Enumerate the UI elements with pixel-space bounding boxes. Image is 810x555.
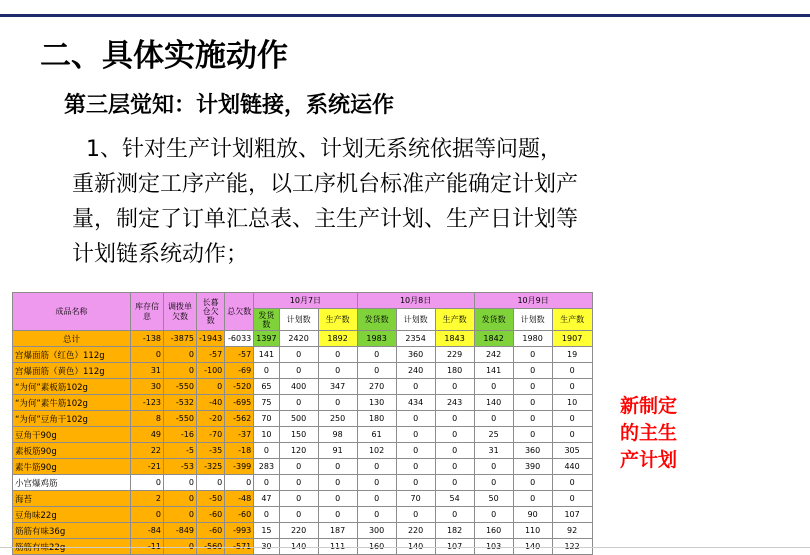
table-row — [13, 443, 593, 459]
value-cell: 0 — [552, 427, 592, 443]
value-cell: -60 — [197, 507, 225, 523]
value-cell: 0 — [552, 411, 592, 427]
value-cell: 90 — [513, 507, 552, 523]
value-cell: -57 — [197, 347, 225, 363]
header-date-3: 10月9日 — [474, 293, 592, 309]
value-cell: 0 — [552, 475, 592, 491]
value-cell: 0 — [474, 379, 513, 395]
value-cell: 347 — [318, 379, 357, 395]
value-cell: 0 — [435, 507, 474, 523]
value-cell: -70 — [197, 427, 225, 443]
body-paragraph — [72, 132, 712, 272]
value-cell: 0 — [396, 475, 435, 491]
value-cell: 0 — [396, 427, 435, 443]
value-cell: 0 — [318, 363, 357, 379]
value-cell: 0 — [513, 491, 552, 507]
value-cell: 360 — [513, 443, 552, 459]
value-cell: 0 — [552, 379, 592, 395]
value-cell: -3875 — [164, 331, 197, 347]
value-cell: -325 — [197, 459, 225, 475]
value-cell: 0 — [435, 459, 474, 475]
value-cell: 0 — [131, 475, 164, 491]
value-cell: 180 — [357, 411, 396, 427]
value-cell: 1397 — [254, 331, 279, 347]
value-cell: 0 — [279, 507, 318, 523]
value-cell: -1943 — [197, 331, 225, 347]
value-cell: 0 — [552, 491, 592, 507]
value-cell: 0 — [279, 475, 318, 491]
value-cell: 0 — [513, 363, 552, 379]
value-cell: 1980 — [513, 331, 552, 347]
value-cell: 140 — [474, 395, 513, 411]
value-cell: -550 — [164, 411, 197, 427]
value-cell: 242 — [474, 347, 513, 363]
header-date-1: 10月7日 — [254, 293, 357, 309]
value-cell: 0 — [513, 379, 552, 395]
value-cell: 91 — [318, 443, 357, 459]
value-cell: 0 — [435, 475, 474, 491]
value-cell: -520 — [225, 379, 254, 395]
value-cell: 0 — [396, 443, 435, 459]
callout-line: 产计划 — [620, 449, 678, 471]
value-cell: 25 — [474, 427, 513, 443]
value-cell: 160 — [474, 523, 513, 539]
value-cell: -6033 — [225, 331, 254, 347]
value-cell: 0 — [396, 459, 435, 475]
value-cell: 0 — [279, 363, 318, 379]
header-plan: 计划数 — [279, 309, 318, 331]
value-cell: 0 — [164, 507, 197, 523]
value-cell: 0 — [435, 443, 474, 459]
header-plan: 计划数 — [396, 309, 435, 331]
product-name-cell: “为何”素板筋102g — [13, 379, 131, 395]
value-cell: 2420 — [279, 331, 318, 347]
value-cell: 300 — [357, 523, 396, 539]
value-cell: 70 — [396, 491, 435, 507]
value-cell: 130 — [357, 395, 396, 411]
para-line: 重新测定工序产能，以工序机台标准产能确定计划产 — [72, 172, 579, 197]
value-cell: 0 — [513, 411, 552, 427]
product-name-cell: 宫爆面筋（黄色）112g — [13, 363, 131, 379]
slide-title: 二、具体实施动作 — [40, 38, 288, 74]
value-cell: 10 — [254, 427, 279, 443]
product-name-cell: 总计 — [13, 331, 131, 347]
para-line: 量，制定了订单汇总表、主生产计划、生产日计划等 — [72, 207, 579, 232]
value-cell: -21 — [131, 459, 164, 475]
value-cell: 0 — [131, 347, 164, 363]
value-cell: 0 — [318, 475, 357, 491]
table-row — [13, 459, 593, 475]
value-cell: 0 — [197, 475, 225, 491]
value-cell: -60 — [197, 523, 225, 539]
value-cell: 0 — [318, 395, 357, 411]
value-cell: 110 — [513, 523, 552, 539]
value-cell: 0 — [474, 475, 513, 491]
value-cell: 10 — [552, 395, 592, 411]
value-cell: 120 — [279, 443, 318, 459]
value-cell: 1907 — [552, 331, 592, 347]
value-cell: 65 — [254, 379, 279, 395]
top-rule — [0, 14, 810, 17]
value-cell: -16 — [164, 427, 197, 443]
bottom-rule — [0, 547, 810, 548]
value-cell: 31 — [131, 363, 164, 379]
table-row — [13, 507, 593, 523]
callout-line: 新制定 — [620, 395, 678, 417]
value-cell: -695 — [225, 395, 254, 411]
value-cell: 0 — [513, 427, 552, 443]
value-cell: 15 — [254, 523, 279, 539]
value-cell: 31 — [474, 443, 513, 459]
product-name-cell: 豆角味22g — [13, 507, 131, 523]
value-cell: 0 — [357, 475, 396, 491]
production-plan-table — [12, 292, 593, 555]
value-cell: 500 — [279, 411, 318, 427]
value-cell: 0 — [254, 507, 279, 523]
value-cell: 0 — [279, 347, 318, 363]
value-cell: 1892 — [318, 331, 357, 347]
product-name-cell: “为何”豆角干102g — [13, 411, 131, 427]
header-name: 成品名称 — [13, 293, 131, 331]
header-date-2: 10月8日 — [357, 293, 474, 309]
total-row — [13, 331, 593, 347]
table-row — [13, 347, 593, 363]
product-name-cell: 宫爆面筋（红色）112g — [13, 347, 131, 363]
value-cell: 0 — [435, 427, 474, 443]
value-cell: 54 — [435, 491, 474, 507]
value-cell: 0 — [435, 411, 474, 427]
header-plan: 计划数 — [513, 309, 552, 331]
value-cell: 0 — [254, 475, 279, 491]
value-cell: -35 — [197, 443, 225, 459]
value-cell: 283 — [254, 459, 279, 475]
value-cell: -40 — [197, 395, 225, 411]
callout-note — [620, 393, 677, 474]
value-cell: -53 — [164, 459, 197, 475]
header-total-owe: 总欠数 — [225, 293, 254, 331]
value-cell: -993 — [225, 523, 254, 539]
value-cell: 0 — [357, 491, 396, 507]
product-name-cell: 小宫爆鸡筋 — [13, 475, 131, 491]
value-cell: -562 — [225, 411, 254, 427]
table-row — [13, 411, 593, 427]
value-cell: -20 — [197, 411, 225, 427]
value-cell: 102 — [357, 443, 396, 459]
value-cell: 0 — [254, 363, 279, 379]
value-cell: 141 — [254, 347, 279, 363]
value-cell: 0 — [396, 411, 435, 427]
value-cell: 0 — [254, 443, 279, 459]
value-cell: 0 — [279, 491, 318, 507]
value-cell: 400 — [279, 379, 318, 395]
value-cell: 0 — [396, 379, 435, 395]
para-line: 计划链系统动作； — [72, 242, 249, 267]
value-cell: 0 — [197, 379, 225, 395]
value-cell: -18 — [225, 443, 254, 459]
value-cell: 0 — [164, 475, 197, 491]
value-cell: 1983 — [357, 331, 396, 347]
value-cell: 75 — [254, 395, 279, 411]
value-cell: 0 — [318, 491, 357, 507]
table-row — [13, 427, 593, 443]
value-cell: 187 — [318, 523, 357, 539]
value-cell: 0 — [318, 347, 357, 363]
header-row — [13, 293, 593, 309]
value-cell: 61 — [357, 427, 396, 443]
value-cell: 0 — [279, 459, 318, 475]
value-cell: 0 — [357, 507, 396, 523]
table-row — [13, 379, 593, 395]
product-name-cell: “为何”素牛筋102g — [13, 395, 131, 411]
value-cell: 70 — [254, 411, 279, 427]
value-cell: 0 — [131, 507, 164, 523]
value-cell: -37 — [225, 427, 254, 443]
value-cell: 360 — [396, 347, 435, 363]
value-cell: 434 — [396, 395, 435, 411]
value-cell: 0 — [357, 347, 396, 363]
value-cell: -849 — [164, 523, 197, 539]
callout-line: 的主生 — [620, 422, 678, 444]
product-name-cell: 素牛筋90g — [13, 459, 131, 475]
value-cell: 0 — [164, 491, 197, 507]
header-ship: 发货数 — [474, 309, 513, 331]
value-cell: -550 — [164, 379, 197, 395]
value-cell: 0 — [552, 363, 592, 379]
product-name-cell: 筋筋有味36g — [13, 523, 131, 539]
value-cell: 180 — [435, 363, 474, 379]
value-cell: -50 — [197, 491, 225, 507]
value-cell: 0 — [396, 507, 435, 523]
value-cell: 0 — [474, 411, 513, 427]
value-cell: 0 — [225, 475, 254, 491]
table-row — [13, 475, 593, 491]
header-longtime: 长暮仓欠数 — [197, 293, 225, 331]
header-produce: 生产数 — [435, 309, 474, 331]
value-cell: -48 — [225, 491, 254, 507]
value-cell: 0 — [164, 363, 197, 379]
value-cell: 0 — [513, 475, 552, 491]
value-cell: -123 — [131, 395, 164, 411]
value-cell: 0 — [513, 347, 552, 363]
value-cell: 0 — [357, 459, 396, 475]
value-cell: 107 — [552, 507, 592, 523]
value-cell: 19 — [552, 347, 592, 363]
value-cell: 243 — [435, 395, 474, 411]
value-cell: 182 — [435, 523, 474, 539]
header-stock: 库存信息 — [131, 293, 164, 331]
value-cell: -5 — [164, 443, 197, 459]
value-cell: 98 — [318, 427, 357, 443]
value-cell: -60 — [225, 507, 254, 523]
table-row — [13, 491, 593, 507]
value-cell: 220 — [279, 523, 318, 539]
value-cell: 305 — [552, 443, 592, 459]
para-line: 1、针对生产计划粗放、计划无系统依据等问题， — [72, 137, 562, 162]
table-row — [13, 395, 593, 411]
value-cell: -69 — [225, 363, 254, 379]
value-cell: 1843 — [435, 331, 474, 347]
value-cell: -138 — [131, 331, 164, 347]
value-cell: 2354 — [396, 331, 435, 347]
value-cell: 0 — [474, 459, 513, 475]
product-name-cell: 豆角干90g — [13, 427, 131, 443]
value-cell: 50 — [474, 491, 513, 507]
value-cell: 390 — [513, 459, 552, 475]
header-ship: 发货数 — [357, 309, 396, 331]
table-row — [13, 363, 593, 379]
value-cell: 0 — [435, 379, 474, 395]
value-cell: 240 — [396, 363, 435, 379]
value-cell: 0 — [318, 507, 357, 523]
value-cell: 47 — [254, 491, 279, 507]
value-cell: 229 — [435, 347, 474, 363]
value-cell: 141 — [474, 363, 513, 379]
value-cell: 0 — [279, 395, 318, 411]
value-cell: 0 — [474, 507, 513, 523]
value-cell: -84 — [131, 523, 164, 539]
product-name-cell: 海苔 — [13, 491, 131, 507]
value-cell: -100 — [197, 363, 225, 379]
header-ship: 发货数 — [254, 309, 279, 331]
value-cell: 8 — [131, 411, 164, 427]
product-name-cell: 素板筋90g — [13, 443, 131, 459]
value-cell: 220 — [396, 523, 435, 539]
value-cell: 30 — [131, 379, 164, 395]
table-row — [13, 523, 593, 539]
value-cell: -57 — [225, 347, 254, 363]
value-cell: 1842 — [474, 331, 513, 347]
value-cell: 22 — [131, 443, 164, 459]
value-cell: 2 — [131, 491, 164, 507]
value-cell: 150 — [279, 427, 318, 443]
value-cell: 92 — [552, 523, 592, 539]
value-cell: -532 — [164, 395, 197, 411]
value-cell: 49 — [131, 427, 164, 443]
value-cell: 0 — [513, 395, 552, 411]
header-adjust: 调拨单欠数 — [164, 293, 197, 331]
slide-subtitle: 第三层觉知：计划链接，系统运作 — [64, 93, 395, 118]
header-produce: 生产数 — [552, 309, 592, 331]
value-cell: 250 — [318, 411, 357, 427]
value-cell: 0 — [318, 459, 357, 475]
value-cell: 0 — [164, 347, 197, 363]
header-produce: 生产数 — [318, 309, 357, 331]
value-cell: 0 — [357, 363, 396, 379]
value-cell: 440 — [552, 459, 592, 475]
value-cell: -399 — [225, 459, 254, 475]
value-cell: 270 — [357, 379, 396, 395]
